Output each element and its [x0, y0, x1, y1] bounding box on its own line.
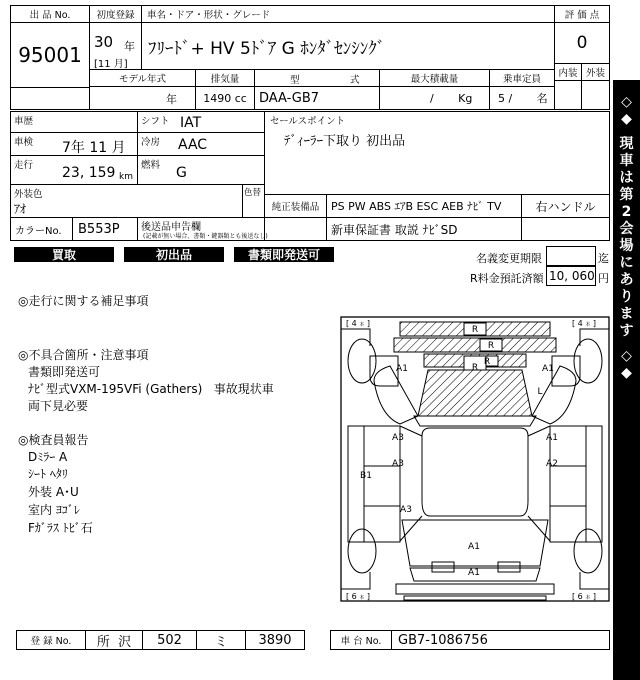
- defect-line-3: 両下見必要: [28, 399, 89, 413]
- mileage-unit: km: [119, 172, 133, 182]
- first-reg-label: 初度登録: [89, 5, 142, 23]
- capacity-value: 5 / 名: [489, 86, 555, 110]
- front-grille: [394, 338, 556, 352]
- name-change-unit: 迄: [598, 252, 609, 265]
- type-value: DAA-GB7: [254, 86, 380, 110]
- defect-line-2: ﾅﾋﾞ型式VXM-195VFi (Gathers) 事故現状車: [28, 382, 274, 396]
- car-damage-diagram: [340, 316, 610, 602]
- inspection-label: 車検: [14, 137, 34, 148]
- model-year-label: モデル年式: [89, 69, 196, 87]
- shift-label: シフト: [141, 116, 170, 127]
- type-label-2: 式: [350, 75, 360, 86]
- recycle-value: 10, 060: [546, 266, 596, 286]
- recycle-unit: 円: [598, 272, 609, 285]
- svg-text:A1: A1: [542, 364, 554, 374]
- svg-text:A3: A3: [392, 459, 404, 469]
- reg-number-1: 502: [142, 630, 197, 650]
- inspector-line-5: Fｶﾞﾗｽ ﾄﾋﾞ石: [28, 521, 93, 535]
- warranty-value: 新車保証書 取説 ﾅﾋﾞSD: [326, 217, 522, 241]
- chassis-label: 車 台 No.: [330, 630, 392, 650]
- equipment-value: PS PW ABS ｴｱB ESC AEB ﾅﾋﾞ TV: [326, 194, 522, 218]
- mileage-value: 23, 159: [62, 165, 116, 181]
- inspector-title: ◎検査員報告: [18, 433, 89, 447]
- max-load-value: / Kg: [379, 86, 490, 110]
- inspector-line-4: 室内 ﾖｺﾞﾚ: [28, 503, 80, 517]
- hood: [418, 370, 532, 416]
- first-reg-year: 30: [94, 33, 114, 51]
- ext-color-label: 外装色: [14, 189, 43, 200]
- svg-text:B1: B1: [360, 471, 372, 481]
- ext-color-cell: [10, 184, 243, 218]
- corner-br-text: [ 6 本 ]: [572, 592, 596, 601]
- lot-label: 出 品 No.: [10, 5, 90, 23]
- svg-text:A1: A1: [396, 364, 408, 374]
- fuel-label: 燃料: [141, 160, 161, 171]
- venue-banner: ◇ ◆ 現 車 は 第 2 会 場 に あ り ま す ◇ ◆: [613, 80, 640, 680]
- name-change-box: [546, 246, 596, 266]
- capacity-label: 乗車定員: [489, 69, 555, 87]
- svg-text:R: R: [483, 357, 491, 367]
- name-change-label: 名義変更期限: [476, 252, 542, 265]
- post-label: 後送品申告欄: [141, 222, 201, 233]
- interior-label: 内装: [554, 63, 582, 81]
- type-label: 型: [290, 75, 300, 86]
- handle-value: 右ハンドル: [521, 194, 610, 218]
- reg-label: 登 録 No.: [16, 630, 86, 650]
- badge-first-listing: 初出品: [124, 247, 224, 262]
- chassis-value: GB7-1086756: [391, 630, 610, 650]
- corner-bl-text: [ 6 本 ]: [346, 592, 370, 601]
- svg-text:R: R: [471, 363, 479, 373]
- badge-purchase: 買取: [14, 247, 114, 262]
- interior-score: [554, 80, 582, 110]
- ac-value: AAC: [178, 137, 208, 153]
- first-reg-month: [11 月]: [94, 59, 128, 70]
- svg-text:A1: A1: [546, 433, 558, 443]
- score-label: 評 価 点: [554, 5, 610, 23]
- svg-text:R: R: [487, 341, 495, 351]
- svg-text:L: L: [537, 387, 543, 397]
- svg-text:R: R: [471, 325, 479, 335]
- corner-tl-text: [ 4 本 ]: [346, 319, 370, 328]
- color-change-label: 色替: [244, 188, 262, 198]
- corner-br: [580, 572, 609, 589]
- sales-point-value: ﾃﾞｨｰﾗｰ下取り 初出品: [284, 134, 406, 149]
- mileage-label: 走行: [14, 160, 34, 171]
- svg-text:A3: A3: [392, 433, 404, 443]
- inspector-line-1: Dﾐﾗｰ A: [28, 450, 68, 464]
- type-label-box: [254, 69, 380, 87]
- reg-place: 所 沢: [85, 630, 143, 650]
- svg-text:A2: A2: [546, 459, 558, 469]
- displacement-value: 1490 cc: [195, 86, 255, 110]
- exterior-label: 外装: [581, 63, 610, 81]
- first-reg-year-unit: 年: [124, 40, 135, 53]
- fuel-value: G: [176, 165, 187, 181]
- lot-number: 95001: [10, 22, 90, 88]
- car-name: ﾌﾘｰﾄﾞ+ HV 5ﾄﾞｱ G ﾎﾝﾀﾞｾﾝｼﾝｸﾞ: [141, 22, 555, 70]
- max-load-label: 最大積載量: [379, 69, 490, 87]
- score-value: 0: [554, 22, 610, 64]
- inspector-line-3: 外装 A･U: [28, 485, 79, 499]
- shift-value: IAT: [180, 115, 202, 131]
- defect-line-1: 書類即発送可: [28, 365, 101, 379]
- inspection-value: 7年 11 月: [62, 140, 126, 156]
- recycle-label: R料金預託済額: [470, 272, 544, 285]
- reg-number-2: 3890: [245, 630, 305, 650]
- model-year-unit: 年: [166, 93, 177, 106]
- corner-bl: [341, 572, 370, 589]
- corner-tr: [580, 329, 609, 346]
- ac-label: 冷房: [141, 137, 161, 148]
- car-label: 車名・ドア・形状・グレード: [141, 5, 555, 23]
- defects-title: ◎不具合箇所・注意事項: [18, 348, 149, 362]
- corner-tr-text: [ 4 本 ]: [572, 319, 596, 328]
- svg-text:A1: A1: [468, 568, 480, 578]
- color-no-value: B553P: [72, 217, 138, 241]
- inspector-line-2: ｼｰﾄ ﾍﾀﾘ: [28, 467, 68, 481]
- travel-notes-title: ◎走行に関する補足事項: [18, 294, 149, 308]
- post-sub: (記載が無い場合、書類・鍵器類とも後送なし): [143, 233, 268, 240]
- svg-text:A1: A1: [468, 542, 480, 552]
- svg-text:A3: A3: [400, 505, 412, 515]
- sales-point-label: セールスポイント: [270, 116, 346, 127]
- badge-docs-ship: 書類即発送可: [234, 247, 334, 262]
- exterior-score: [581, 80, 610, 110]
- ext-color-value: ｱｵ: [14, 202, 27, 216]
- history-label: 車歴: [14, 116, 34, 127]
- color-no-label: カラーNo.: [10, 217, 73, 241]
- reg-kana: ミ: [196, 630, 246, 650]
- model-year-box: [89, 86, 196, 110]
- equipment-label: 純正装備品: [264, 194, 327, 218]
- displacement-label: 排気量: [195, 69, 255, 87]
- corner-tl: [341, 329, 370, 346]
